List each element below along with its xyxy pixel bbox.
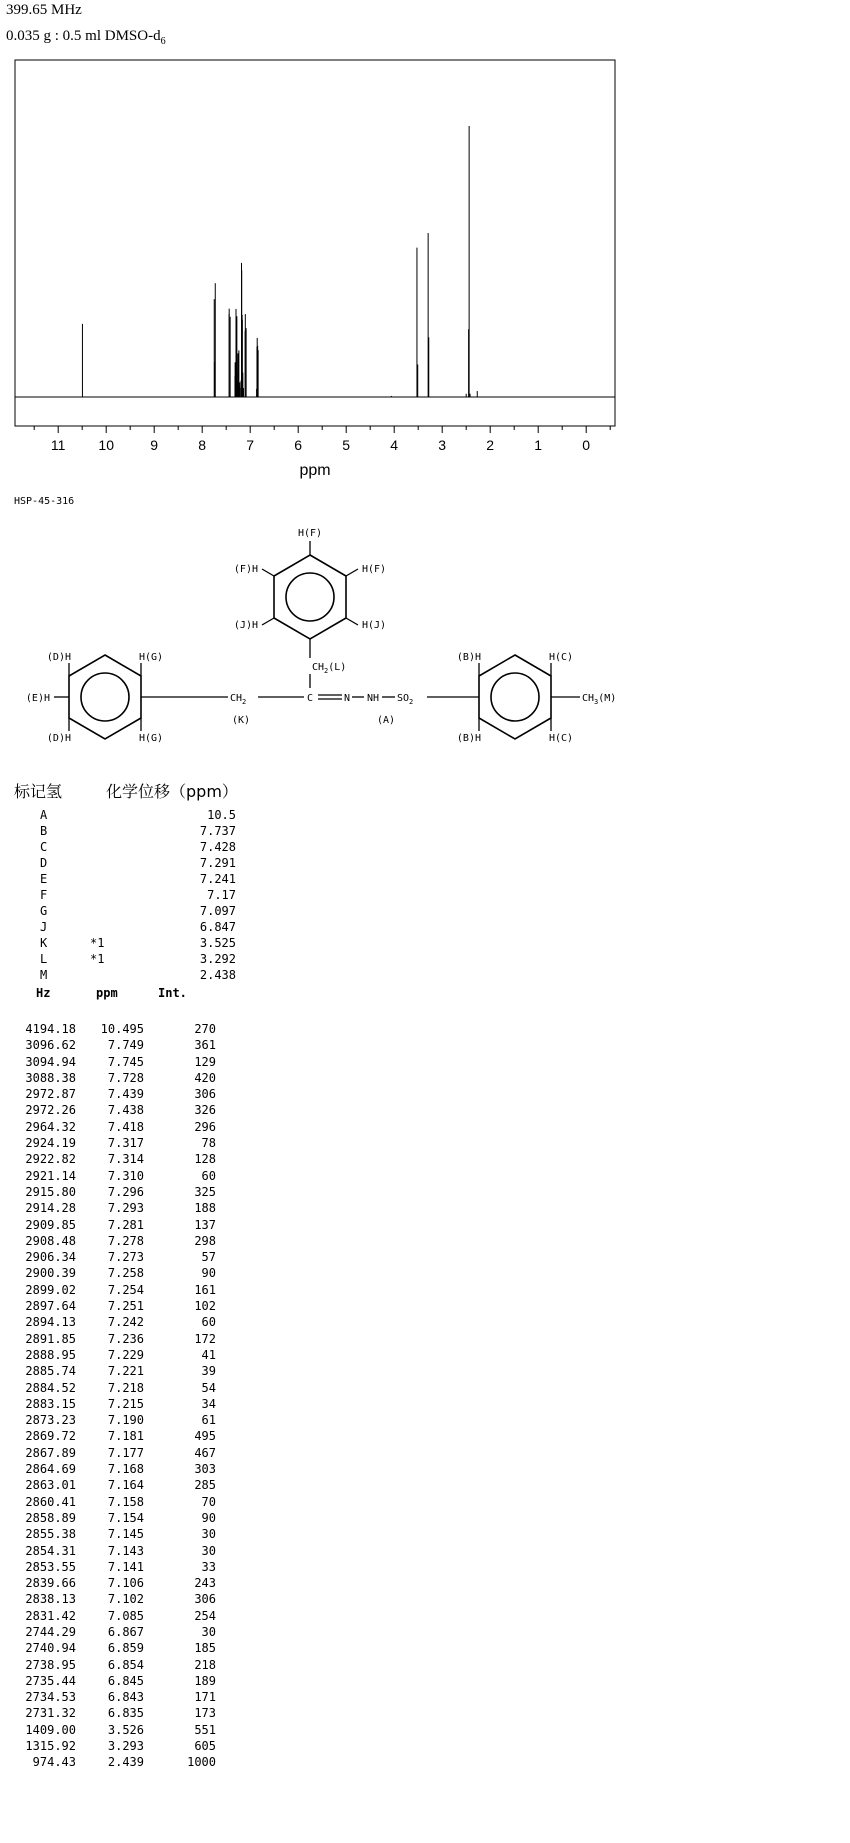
peak-int: 60 <box>201 1168 216 1183</box>
peak-int: 172 <box>194 1331 216 1346</box>
peak-hz: 2734.53 <box>25 1690 76 1705</box>
assignment-ppm: 7.291 <box>199 856 236 870</box>
assignment-note: *1 <box>90 952 105 966</box>
label-right-bottom-right: H(C) <box>549 733 574 744</box>
label-left-top-left: (D)H <box>46 652 71 663</box>
label-right-top-left: (B)H <box>456 652 481 663</box>
assignment-ppm: 3.525 <box>199 936 236 950</box>
peak-header-int: Int. <box>158 986 187 1000</box>
peak-ppm: 7.438 <box>107 1103 144 1118</box>
peak-ppm: 7.229 <box>107 1347 144 1362</box>
x-tick-label: 11 <box>50 437 66 453</box>
label-ch2-k: $CH_2$ <box>230 693 247 706</box>
peak-ppm: 7.439 <box>107 1087 144 1102</box>
label-right-top-right: H(C) <box>549 652 574 663</box>
peak-int: 70 <box>201 1494 216 1509</box>
peak-int: 189 <box>194 1673 216 1688</box>
sample-solvent <box>6 28 166 47</box>
assignment-label: K <box>40 936 48 950</box>
peak-ppm: 7.745 <box>107 1054 144 1069</box>
assignment-ppm: 7.428 <box>199 840 236 854</box>
peak-hz: 2924.19 <box>25 1136 76 1151</box>
right-ring <box>479 655 551 739</box>
peak-int: 54 <box>201 1380 216 1395</box>
peak-hz: 2863.01 <box>25 1478 76 1493</box>
peak-hz: 2972.26 <box>25 1103 76 1118</box>
peak-int: 33 <box>201 1559 216 1574</box>
peak-ppm: 6.845 <box>107 1673 144 1688</box>
peak-hz: 2884.52 <box>25 1380 76 1395</box>
x-tick-label: 5 <box>342 437 351 453</box>
label-upper-right-h: H(F) <box>362 564 387 575</box>
peak-hz: 2914.28 <box>25 1201 76 1216</box>
peak-int: 185 <box>194 1641 216 1656</box>
peak-hz: 2869.72 <box>25 1429 76 1444</box>
peak-header-ppm: ppm <box>96 986 118 1000</box>
peak-ppm: 2.439 <box>107 1755 144 1770</box>
label-so2: $SO_2$ <box>397 693 414 706</box>
bonds <box>54 541 580 731</box>
x-tick-label: 9 <box>150 437 159 453</box>
peak-ppm: 7.177 <box>107 1445 144 1460</box>
peak-ppm: 3.526 <box>107 1722 144 1737</box>
peak-ppm: 7.258 <box>107 1266 144 1281</box>
peak-ppm: 7.273 <box>107 1250 144 1265</box>
peak-int: 296 <box>194 1119 216 1134</box>
peak-ppm: 6.867 <box>107 1624 144 1639</box>
peak-int: 39 <box>201 1364 216 1379</box>
assignment-label: G <box>40 904 48 918</box>
peak-int: 60 <box>201 1315 216 1330</box>
label-c-atom: C <box>306 693 314 704</box>
x-tick-label: 2 <box>486 437 495 453</box>
peak-int: 57 <box>201 1250 216 1265</box>
peak-int: 188 <box>194 1201 216 1216</box>
peak-hz: 2860.41 <box>25 1494 76 1509</box>
peak-int: 306 <box>194 1592 216 1607</box>
peak-ppm: 7.254 <box>107 1282 144 1297</box>
x-axis-ticks <box>34 426 610 453</box>
peak-int: 90 <box>201 1510 216 1525</box>
peak-int: 420 <box>194 1070 216 1085</box>
peak-hz: 2915.80 <box>25 1184 76 1199</box>
x-tick-label: 7 <box>246 437 255 453</box>
peak-ppm: 7.314 <box>107 1152 144 1167</box>
peak-ppm: 7.181 <box>107 1429 144 1444</box>
peak-series <box>82 126 477 397</box>
solvent-subscript: 6 <box>160 36 166 47</box>
peak-ppm: 7.221 <box>107 1364 144 1379</box>
peak-int: 254 <box>194 1608 216 1623</box>
peak-ppm: 7.296 <box>107 1184 144 1199</box>
peak-hz: 2873.23 <box>25 1413 76 1428</box>
peak-hz: 2899.02 <box>25 1282 76 1297</box>
plot-frame <box>15 60 615 426</box>
assignment-label: D <box>40 856 48 870</box>
peak-hz: 2909.85 <box>25 1217 76 1232</box>
assignment-note: *1 <box>90 936 105 950</box>
label-n-atom: N <box>343 693 351 704</box>
peak-int: 129 <box>194 1054 216 1069</box>
peak-ppm: 7.293 <box>107 1201 144 1216</box>
peak-hz: 2735.44 <box>25 1673 76 1688</box>
peak-hz: 2864.69 <box>25 1462 76 1477</box>
peak-ppm: 7.749 <box>107 1038 144 1053</box>
peak-hz: 2867.89 <box>25 1445 76 1460</box>
peak-int: 161 <box>194 1282 216 1297</box>
peak-int: 303 <box>194 1462 216 1477</box>
assignment-ppm: 6.847 <box>199 920 236 934</box>
peak-ppm: 7.085 <box>107 1608 144 1623</box>
peak-int: 551 <box>194 1722 216 1737</box>
peak-ppm: 6.843 <box>107 1690 144 1705</box>
peak-int: 325 <box>194 1184 216 1199</box>
assignment-header-shift: 化学位移（ppm） <box>106 782 238 801</box>
label-left-bottom-right: H(G) <box>139 733 164 744</box>
peak-ppm: 7.278 <box>107 1233 144 1248</box>
peak-ppm: 7.168 <box>107 1462 144 1477</box>
assignment-ppm: 7.241 <box>199 872 236 886</box>
peak-hz: 2964.32 <box>25 1119 76 1134</box>
peak-ppm: 7.242 <box>107 1315 144 1330</box>
atom-labels <box>26 528 616 744</box>
label-lower-right-h: H(J) <box>362 620 387 631</box>
peak-hz: 2831.42 <box>25 1608 76 1623</box>
peak-hz: 2897.64 <box>25 1299 76 1314</box>
peak-int: 30 <box>201 1624 216 1639</box>
nmr-spectrum-chart <box>0 50 640 500</box>
assignment-ppm: 7.737 <box>199 824 236 838</box>
peak-hz: 2888.95 <box>25 1347 76 1362</box>
peak-ppm: 7.418 <box>107 1119 144 1134</box>
peak-int: 605 <box>194 1739 216 1754</box>
peak-int: 128 <box>194 1152 216 1167</box>
peak-hz: 2744.29 <box>25 1624 76 1639</box>
peak-int: 137 <box>194 1217 216 1232</box>
peak-hz: 2855.38 <box>25 1527 76 1542</box>
peak-int: 306 <box>194 1087 216 1102</box>
x-tick-label: 8 <box>198 437 207 453</box>
peak-ppm: 7.728 <box>107 1070 144 1085</box>
label-k: (K) <box>231 715 251 726</box>
peak-hz: 2731.32 <box>25 1706 76 1721</box>
peak-ppm: 7.154 <box>107 1510 144 1525</box>
x-tick-label: 1 <box>534 437 543 453</box>
peak-int: 218 <box>194 1657 216 1672</box>
peak-header-hz: Hz <box>36 986 51 1000</box>
peak-hz: 2883.15 <box>25 1396 76 1411</box>
peak-hz: 2740.94 <box>25 1641 76 1656</box>
peak-int: 61 <box>201 1413 216 1428</box>
peak-ppm: 7.145 <box>107 1527 144 1542</box>
peak-int: 102 <box>194 1299 216 1314</box>
assignment-label: B <box>40 824 48 838</box>
assignment-label: A <box>40 808 48 822</box>
peak-hz: 974.43 <box>32 1755 76 1770</box>
peak-int: 90 <box>201 1266 216 1281</box>
peak-hz: 2900.39 <box>25 1266 76 1281</box>
label-nh: NH <box>366 693 380 704</box>
peak-hz: 4194.18 <box>25 1022 76 1036</box>
peak-ppm: 7.317 <box>107 1136 144 1151</box>
assignment-ppm: 2.438 <box>199 968 236 982</box>
peak-hz: 2854.31 <box>25 1543 76 1558</box>
peak-ppm: 7.102 <box>107 1592 144 1607</box>
peak-ppm: 7.310 <box>107 1168 144 1183</box>
peak-hz: 1409.00 <box>25 1722 76 1737</box>
assignment-ppm: 7.17 <box>207 888 236 902</box>
assignment-label: F <box>40 888 48 902</box>
label-left-left: (E)H <box>25 693 50 704</box>
peak-hz: 2885.74 <box>25 1364 76 1379</box>
peak-int: 326 <box>194 1103 216 1118</box>
assignment-label: C <box>40 840 48 854</box>
assignment-ppm: 7.097 <box>199 904 236 918</box>
peak-int: 171 <box>194 1690 216 1705</box>
peak-ppm: 7.218 <box>107 1380 144 1395</box>
peak-int: 78 <box>201 1136 216 1151</box>
peak-ppm: 7.236 <box>107 1331 144 1346</box>
molecule-structure <box>0 510 640 770</box>
peak-ppm: 7.251 <box>107 1299 144 1314</box>
x-tick-label: 4 <box>390 437 399 453</box>
label-upper-left-h: (F)H <box>233 564 258 575</box>
label-ch2-l: $CH_2(L)$ <box>312 662 347 675</box>
peak-hz: 3088.38 <box>25 1070 76 1085</box>
left-ring <box>69 655 141 739</box>
peak-ppm: 7.164 <box>107 1478 144 1493</box>
x-axis-label: ppm <box>299 462 331 479</box>
peak-int: 30 <box>201 1543 216 1558</box>
peak-hz: 2858.89 <box>25 1510 76 1525</box>
peak-hz: 2839.66 <box>25 1576 76 1591</box>
peak-hz: 3094.94 <box>25 1054 76 1069</box>
peak-hz: 2921.14 <box>25 1168 76 1183</box>
peak-hz: 2738.95 <box>25 1657 76 1672</box>
peak-ppm: 7.143 <box>107 1543 144 1558</box>
assignment-ppm: 3.292 <box>199 952 236 966</box>
peak-int: 30 <box>201 1527 216 1542</box>
peak-ppm: 6.859 <box>107 1641 144 1656</box>
peak-hz: 2894.13 <box>25 1315 76 1330</box>
x-tick-label: 3 <box>438 437 447 453</box>
assignment-label: J <box>40 920 48 934</box>
x-tick-label: 0 <box>582 437 591 453</box>
assignment-header-label: 标记氢 <box>14 782 63 801</box>
peak-int: 285 <box>194 1478 216 1493</box>
peak-int: 1000 <box>187 1755 216 1770</box>
peak-hz: 1315.92 <box>25 1739 76 1754</box>
peak-int: 467 <box>194 1445 216 1460</box>
peak-int: 361 <box>194 1038 216 1053</box>
label-left-top-right: H(G) <box>139 652 164 663</box>
peak-hz: 2891.85 <box>25 1331 76 1346</box>
assignment-label: M <box>40 968 48 982</box>
assignment-label: L <box>40 952 48 966</box>
x-tick-label: 6 <box>294 437 303 453</box>
spectrometer-frequency: 399.65 MHz <box>6 2 82 18</box>
peak-int: 298 <box>194 1233 216 1248</box>
peak-ppm: 10.495 <box>100 1022 144 1036</box>
peak-ppm: 3.293 <box>107 1739 144 1754</box>
peak-hz: 2906.34 <box>25 1250 76 1265</box>
label-right-bottom-left: (B)H <box>456 733 481 744</box>
peak-hz: 2972.87 <box>25 1087 76 1102</box>
peak-int: 270 <box>194 1022 216 1036</box>
peak-int: 34 <box>201 1396 216 1411</box>
peak-int: 41 <box>201 1347 216 1362</box>
peak-hz: 3096.62 <box>25 1038 76 1053</box>
peak-ppm: 6.835 <box>107 1706 144 1721</box>
peak-ppm: 6.854 <box>107 1657 144 1672</box>
peak-int: 495 <box>194 1429 216 1444</box>
peak-ppm: 7.106 <box>107 1576 144 1591</box>
label-lower-left-h: (J)H <box>233 620 258 631</box>
peak-ppm: 7.215 <box>107 1396 144 1411</box>
peak-hz: 2838.13 <box>25 1592 76 1607</box>
x-tick-label: 10 <box>98 437 114 453</box>
peak-ppm: 7.158 <box>107 1494 144 1509</box>
assignment-label: E <box>40 872 48 886</box>
label-ch3-m: $CH_3(M)$ <box>582 693 617 706</box>
peak-hz: 2908.48 <box>25 1233 76 1248</box>
label-a: (A) <box>376 715 396 726</box>
spectrum-code: HSP-45-316 <box>14 496 75 507</box>
label-top-h: H(F) <box>297 528 323 539</box>
peak-ppm: 7.281 <box>107 1217 144 1232</box>
peak-int: 173 <box>194 1706 216 1721</box>
peak-hz: 2853.55 <box>25 1559 76 1574</box>
assignment-ppm: 10.5 <box>207 808 236 822</box>
peak-ppm: 7.190 <box>107 1413 144 1428</box>
peak-hz: 2922.82 <box>25 1152 76 1167</box>
label-left-bottom-left: (D)H <box>46 733 71 744</box>
peak-ppm: 7.141 <box>107 1559 144 1574</box>
benzyl-ring <box>274 555 346 639</box>
peak-int: 243 <box>194 1576 216 1591</box>
solvent-text: 0.035 g : 0.5 ml DMSO-d <box>6 28 161 44</box>
